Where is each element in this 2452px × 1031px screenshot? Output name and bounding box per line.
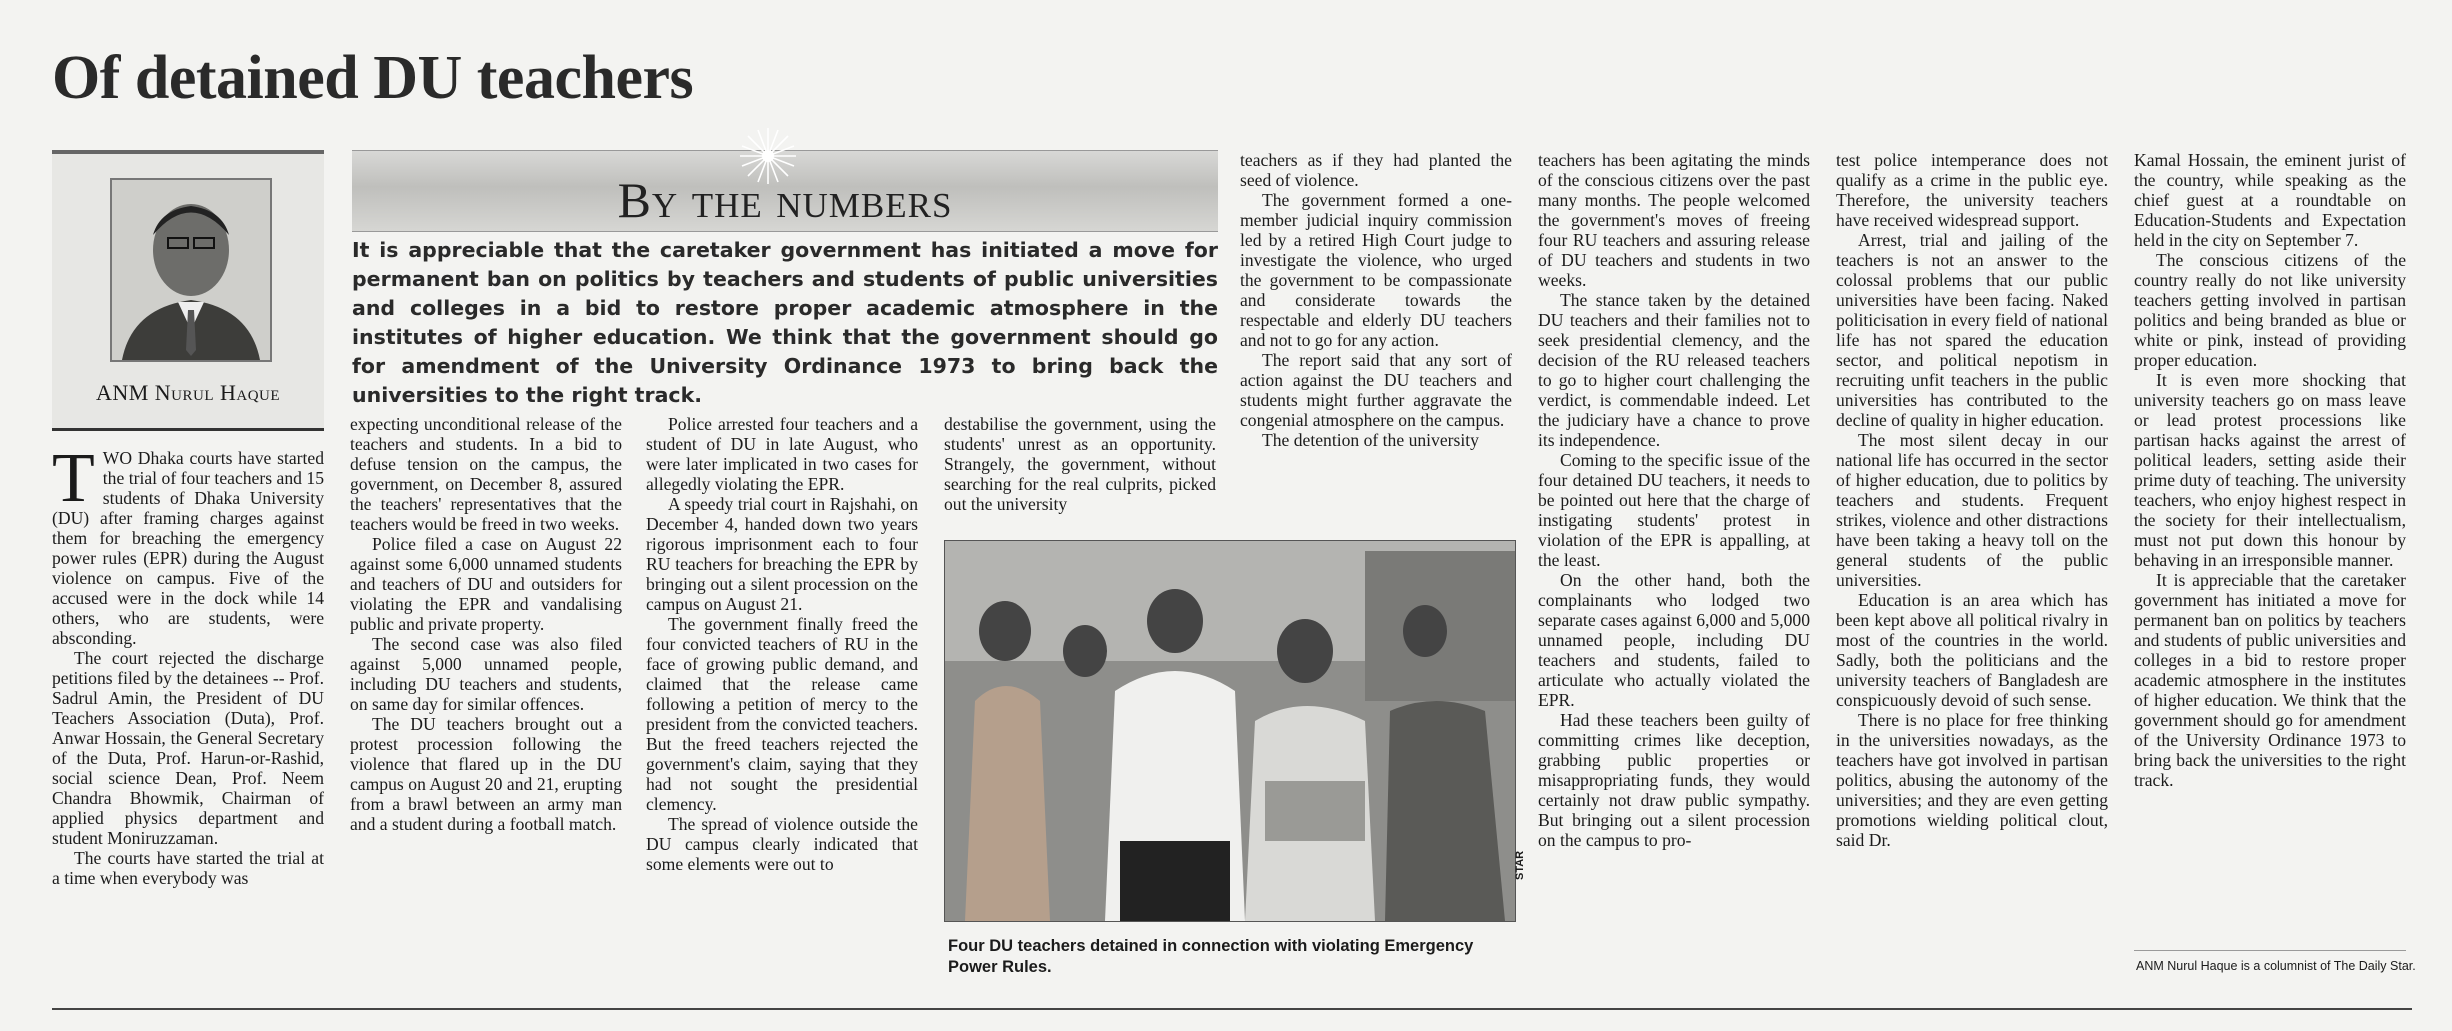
column-1 xyxy=(52,440,324,888)
author-footnote: ANM Nurul Haque is a columnist of The Daily Star. xyxy=(2136,959,2416,973)
paragraph: The government finally freed the four convicted teachers of RU in the face of growing public demand, and claimed that the release came following a petition of mercy to the president from the convicted teachers. But the freed teachers rejected the government's claim, saying that they had not sought the presidential clemency. xyxy=(646,614,918,814)
column-2 xyxy=(350,414,622,834)
paragraph: teachers has been agitating the minds of the conscious citizens over the past many months. The people welcomed the government's moves of freeing four RU teachers and assuring release of DU teachers and students in two weeks. xyxy=(1538,150,1810,290)
paragraph: Police arrested four teachers and a student of DU in late August, who were later implicated in two cases for allegedly violating the EPR. xyxy=(646,414,918,494)
paragraph: There is no place for free thinking in the universities nowadays, as the teachers have got involved in partisan politics, abusing the autonomy of the universities; and they are even getting promotions wielding political clout, said Dr. xyxy=(1836,710,2108,850)
column-3 xyxy=(646,414,918,874)
paragraph: The spread of violence outside the DU campus clearly indicated that some elements were out to xyxy=(646,814,918,874)
paragraph: A speedy trial court in Rajshahi, on December 4, handed down two years rigorous imprisonment each to four RU teachers for breaching the EPR by bringing out a silent procession on the campus on August 21. xyxy=(646,494,918,614)
author-portrait xyxy=(110,178,272,362)
paragraph: Arrest, trial and jailing of the teachers is not an answer to the colossal problems that our public universities have been facing. Naked politicisation in every field of national life has not spared the education sector, and political nepotism in recruiting unfit teachers in the public universities has contributed to the decline of quality in higher education. xyxy=(1836,230,2108,430)
column-8 xyxy=(2134,150,2406,790)
column-6 xyxy=(1538,150,1810,850)
byline-rule xyxy=(52,428,324,431)
paragraph: The government formed a one-member judicial inquiry commission led by a retired High Court judge to investigate the violence, who urged the government to be compassionate and considerate towards the respectable and elderly DU teachers and not to go for any action. xyxy=(1240,190,1512,350)
paragraph: The report said that any sort of action against the DU teachers and students might further aggravate the congenial atmosphere on the campus. xyxy=(1240,350,1512,430)
paragraph: On the other hand, both the complainants who lodged two separate cases against 6,000 and 5,000 unnamed people, including DU teachers and students, failed to articulate who actually violated the EPR. xyxy=(1538,570,1810,710)
paragraph: The courts have started the trial at a time when everybody was xyxy=(52,848,324,888)
photo-credit: STAR xyxy=(1514,850,1526,880)
news-photo xyxy=(944,540,1516,922)
paragraph: test police intemperance does not qualify as a crime in the public eye. Therefore, the university teachers have received widespread support. xyxy=(1836,150,2108,230)
paragraph: expecting unconditional release of the teachers and students. In a bid to defuse tension on the campus, the government, on December 8, assured the teachers' representatives that the teachers would be freed in two weeks. xyxy=(350,414,622,534)
drop-cap: T xyxy=(52,440,95,517)
paragraph: It is appreciable that the caretaker government has initiated a move for permanent ban on politics by teachers and students of public universities and colleges in a bid to restore proper academic atmosphere in the institutes of higher education. We think that the government should go for amendment of the University Ordinance 1973 to bring back the universities to the right track. xyxy=(2134,570,2406,790)
photo-caption: Four DU teachers detained in connection with violating Emergency Power Rules. xyxy=(948,937,1474,976)
paragraph: The DU teachers brought out a protest procession following the violence that flared up in the DU campus on August 20 and 21, erupting from a brawl between an army man and a student during a football match. xyxy=(350,714,622,834)
intro-blurb: It is appreciable that the caretaker government has initiated a move for permanent ban on politics by teachers and students of public universities and colleges in a bid to restore proper academic atmosphere in the institutes of higher education. We think that the government should go for amendment of the University Ordinance 1973 to bring back the universities to the right track. xyxy=(352,238,1218,407)
page-bottom-rule xyxy=(52,1008,2412,1010)
paragraph: teachers as if they had planted the seed of violence. xyxy=(1240,150,1512,190)
by-the-numbers-title: By the numbers xyxy=(617,172,953,228)
footnote-rule xyxy=(2134,950,2406,951)
column-7 xyxy=(1836,150,2108,850)
headline: Of detained DU teachers xyxy=(52,44,694,112)
paragraph: It is even more shocking that university teachers go on mass leave or lead protest processions like partisan hacks against the arrest of political leaders, setting aside their prime duty of teaching. The university teachers, who enjoy highest respect in the society for their intellectualism, must not put down this honour by behaving in an irresponsible manner. xyxy=(2134,370,2406,570)
paragraph: The court rejected the discharge petitions filed by the detainees -- Prof. Sadrul Amin, the President of DU Teachers Association (Duta), Prof. Anwar Hossain, the General Secretary of the Duta, Prof. Harun-or-Rashid, social science Dean, Prof. Neem Chandra Bhowmik, Chairman of applied physics department and student Moniruzzaman. xyxy=(52,648,324,848)
paragraph: The detention of the university xyxy=(1262,430,1479,450)
paragraph: Kamal Hossain, the eminent jurist of the country, while speaking as the chief guest at a roundtable on Education-Students and Expectation held in the city on September 7. xyxy=(2134,150,2406,250)
paragraph: WO Dhaka courts have started the trial of four teachers and 15 students of Dhaka University (DU) after framing charges against them for breaching the emergency power rules (EPR) during the August violence on campus. Five of the accused were in the dock while 14 others, who are students, were absconding. xyxy=(52,448,324,648)
paragraph: Had these teachers been guilty of committing crimes like deception, grabbing public properties or misappropriating funds, they would certainly not draw public sympathy. But bringing out a silent procession on the campus to pro- xyxy=(1538,710,1810,850)
paragraph: The second case was also filed against 5,000 unnamed people, including DU teachers and students, on same day for similar offences. xyxy=(350,634,622,714)
paragraph: Education is an area which has been kept above all political rivalry in most of the countries in the world. Sadly, both the politicians and the university teachers of Bangladesh are conspicuously devoid of such sense. xyxy=(1836,590,2108,710)
paragraph: destabilise the government, using the students' unrest as an opportunity. Strangely, the government, without searching for the real culprits, picked out the university xyxy=(944,414,1216,514)
paragraph: Coming to the specific issue of the four detained DU teachers, it needs to be pointed out here that the charge of instigating students' protest in violation of the EPR is appalling, at the least. xyxy=(1538,450,1810,570)
column-4-top xyxy=(944,414,1216,514)
paragraph: The conscious citizens of the country really do not like university teachers getting involved in partisan politics and being branded as blue or white or pink, instead of providing proper education. xyxy=(2134,250,2406,370)
paragraph: The stance taken by the detained DU teachers and their families not to seek presidential clemency, and the decision of the RU released teachers to go to higher court challenging the verdict, is commendable indeed. Let the judiciary have a chance to prove its independence. xyxy=(1538,290,1810,450)
column-5 xyxy=(1240,150,1512,450)
byline: ANM Nurul Haque xyxy=(95,380,281,405)
paragraph: Police filed a case on August 22 against some 6,000 unnamed students and teachers of DU and outsiders for violating the EPR and vandalising public and private property. xyxy=(350,534,622,634)
paragraph: The most silent decay in our national life has occurred in the sector of higher education, due to politics by teachers and students. Frequent strikes, violence and other distractions have been taking a heavy toll on the general students of the public universities. xyxy=(1836,430,2108,590)
